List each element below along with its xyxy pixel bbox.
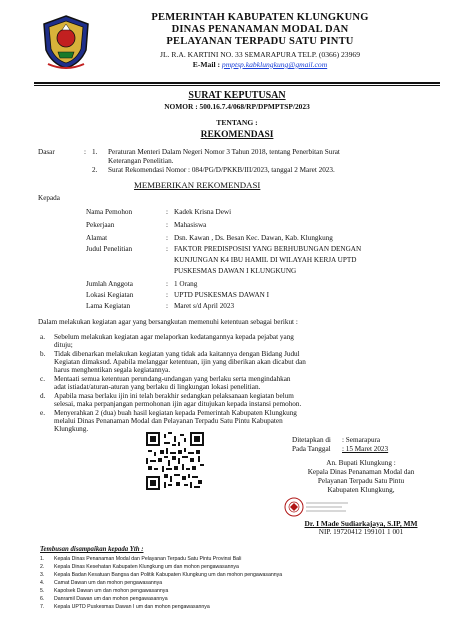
- header-line1: PEMERINTAH KABUPATEN KLUNGKUNG: [151, 12, 369, 23]
- tembusan-item: 6. Danramil Dawan um dan mohon pengawasannya: [40, 596, 168, 602]
- condition-letter: d.: [40, 392, 46, 400]
- recipient-field-value: Kadek Krisna Dewi: [174, 208, 232, 216]
- an-bupati: An. Bupati Klungkung :: [326, 459, 396, 467]
- recipient-colon: :: [166, 280, 168, 288]
- tembusan-item: 3. Kepala Badan Kesatuan Bangsa dan Politik Kabupaten Klungkung um dan mohon pengawasannya: [40, 572, 283, 578]
- condition-letter: c.: [40, 375, 45, 383]
- kepala-dinas-line2: Pelayanan Terpadu Satu Pintu: [317, 477, 405, 485]
- qr-code: [146, 432, 204, 490]
- dasar-colon: :: [84, 148, 86, 156]
- header-email-row: [100, 60, 420, 70]
- header-address: JL. R.A. KARTINI NO. 33 SEMARAPURA TELP. (0366) 23969: [159, 50, 360, 59]
- condition-text: Apabila masa berlaku ijin ini telah berakhir sedangkan pelaksanaan kegiatan belum: [54, 392, 294, 400]
- signatory-name: Dr. I Made Sudiarkajaya, S.IP, MM: [304, 519, 418, 528]
- email-link[interactable]: pmptsp.kabklungkung@gmail.com: [221, 60, 328, 69]
- tanggal-value: : 15 Maret 2023: [342, 445, 389, 453]
- digital-signature-stamp: [282, 494, 352, 520]
- recipient-field-label: Judul Penelitian: [86, 245, 133, 253]
- tembusan-item: 5. Kapolsek Dawan um dan mohon pengawasannya: [40, 588, 169, 594]
- ditetapkan-value: : Semarapura: [342, 436, 381, 444]
- document-title: SURAT KEPUTUSAN: [188, 90, 286, 101]
- dasar-item-number: 1.: [92, 148, 98, 156]
- condition-text: Menyerahkan 2 (dua) buah hasil kegiatan kepada Pemerintah Kabupaten Klungkung: [54, 409, 297, 417]
- recipient-field-label: Lokasi Kegiatan: [86, 291, 134, 299]
- condition-text: melalui Dinas Penanaman Modal dan Pelayanan Terpadu Satu Pintu Kabupaten: [54, 417, 283, 425]
- recipient-colon: :: [166, 291, 168, 299]
- kepala-dinas-line3: Kabupaten Klungkung,: [327, 486, 395, 494]
- condition-letter: b.: [40, 350, 46, 358]
- tembusan-item: 1. Kepala Dinas Penanaman Modal dan Pelayanan Terpadu Satu Pintu Provinsi Bali: [40, 556, 242, 562]
- condition-text: Sebelum melakukan kegiatan agar melaporkan kedatangannya kepada pejabat yang: [54, 333, 294, 341]
- recipient-field-value: Dsn. Kawan , Ds. Besan Kec. Dawan, Kab. Klungkung: [174, 234, 333, 242]
- header-rule-thin: [34, 85, 440, 86]
- condition-text: harus menghentikan segala kegiatannya.: [54, 366, 171, 374]
- header-line3: PELAYANAN TERPADU SATU PINTU: [166, 36, 354, 47]
- kepada-label: Kepada: [38, 194, 60, 202]
- recipient-field-value: UPTD PUSKESMAS DAWAN I: [174, 291, 270, 299]
- tembusan-heading: Tembusan disampaikan kepada Yth :: [40, 546, 144, 553]
- kepala-dinas-line1: Kepala Dinas Penanaman Modal dan: [307, 468, 415, 476]
- recipient-field-value: 1 Orang: [174, 280, 198, 288]
- condition-text: selesai, maka perpanjangan permohonan ijin agar ditujukan kepada instansi pemohon.: [54, 400, 302, 408]
- rekomendasi-heading: REKOMENDASI: [200, 130, 274, 140]
- recipient-field-label: Alamat: [86, 234, 108, 242]
- recipient-field-value: FAKTOR PREDISPOSISI YANG BERHUBUNGAN DENGAN: [174, 245, 362, 253]
- condition-letter: e.: [40, 409, 45, 417]
- condition-text: adat istiadat/aturan-aturan yang berlaku di lingkungan lokasi penelitian.: [54, 383, 261, 391]
- recipient-colon: :: [166, 221, 168, 229]
- memberikan-heading: MEMBERIKAN REKOMENDASI: [134, 180, 261, 190]
- tembusan-item: 7. Kepala UPTD Puskesmas Dawan I um dan mohon pengawasannya: [40, 604, 210, 610]
- klungkung-emblem-logo: [40, 14, 92, 70]
- recipient-colon: :: [166, 208, 168, 216]
- recipient-field-value: Mahasiswa: [174, 221, 207, 229]
- dasar-item-text: Peraturan Menteri Dalam Negeri Nomor 3 Tahun 2018, tentang Penerbitan Surat: [108, 148, 340, 156]
- dasar-item-number: 2.: [92, 166, 98, 174]
- condition-letter: a.: [40, 333, 45, 341]
- header-rule-thick: [34, 82, 440, 84]
- condition-text: Tidak dibenarkan melakukan kegiatan yang tidak ada kaitannya dengan Bidang Judul: [54, 350, 300, 358]
- signatory-nip: NIP. 19720412 199101 1 001: [318, 528, 404, 536]
- recipient-field-label: Lama Kegiatan: [86, 302, 131, 310]
- tembusan-item: 2. Kepala Dinas Kesehatan Kabupaten Klungkung um dan mohon pengawasannya: [40, 564, 239, 570]
- recipient-field-label: Pekerjaan: [86, 221, 115, 229]
- recipient-colon: :: [166, 234, 168, 242]
- recipient-field-value: KUNJUNGAN K4 IBU HAMIL DI WILAYAH KERJA UPTD: [174, 256, 357, 264]
- recipient-field-label: Jumlah Anggota: [86, 280, 133, 288]
- condition-text: Klungkung.: [54, 425, 89, 433]
- recipient-field-value: Maret s/d April 2023: [174, 302, 235, 310]
- recipient-colon: :: [166, 302, 168, 310]
- recipient-field-value: PUSKESMAS DAWAN I KLUNGKUNG: [174, 267, 297, 275]
- recipient-field-label: Nama Pemohon: [86, 208, 133, 216]
- condition-text: Mentaati semua ketentuan perundang-undangan yang berlaku serta mengindahkan: [54, 375, 291, 383]
- header-line2: DINAS PENANAMAN MODAL DAN: [171, 24, 349, 35]
- document-number: NOMOR : 500.16.7.4/068/RP/DPMPTSP/2023: [164, 102, 310, 111]
- dasar-label: Dasar: [38, 148, 55, 156]
- dasar-item-text: Surat Rekomendasi Nomor : 084/PG/D/PKKB/III/2023, tanggal 2 Maret 2023.: [108, 166, 335, 174]
- email-label: E-Mail :: [192, 60, 222, 69]
- conditions-intro: Dalam melakukan kegiatan agar yang bersangkutan memenuhi ketentuan sebagai berikut :: [38, 318, 298, 326]
- tentang-label: TENTANG :: [216, 118, 258, 127]
- tanggal-label: Pada Tanggal: [292, 445, 331, 453]
- condition-text: dituju;: [54, 341, 73, 349]
- dasar-item-text: Keterangan Penelitian.: [108, 157, 174, 165]
- ditetapkan-label: Ditetapkan di: [292, 436, 331, 444]
- recipient-colon: :: [166, 245, 168, 253]
- tembusan-item: 4. Camat Dawan um dan mohon pengawasannya: [40, 580, 163, 586]
- condition-text: Kegiatan dimaksud. Apabila melanggar ketentuan, ijin yang diberikan akan dicabut dan: [54, 358, 306, 366]
